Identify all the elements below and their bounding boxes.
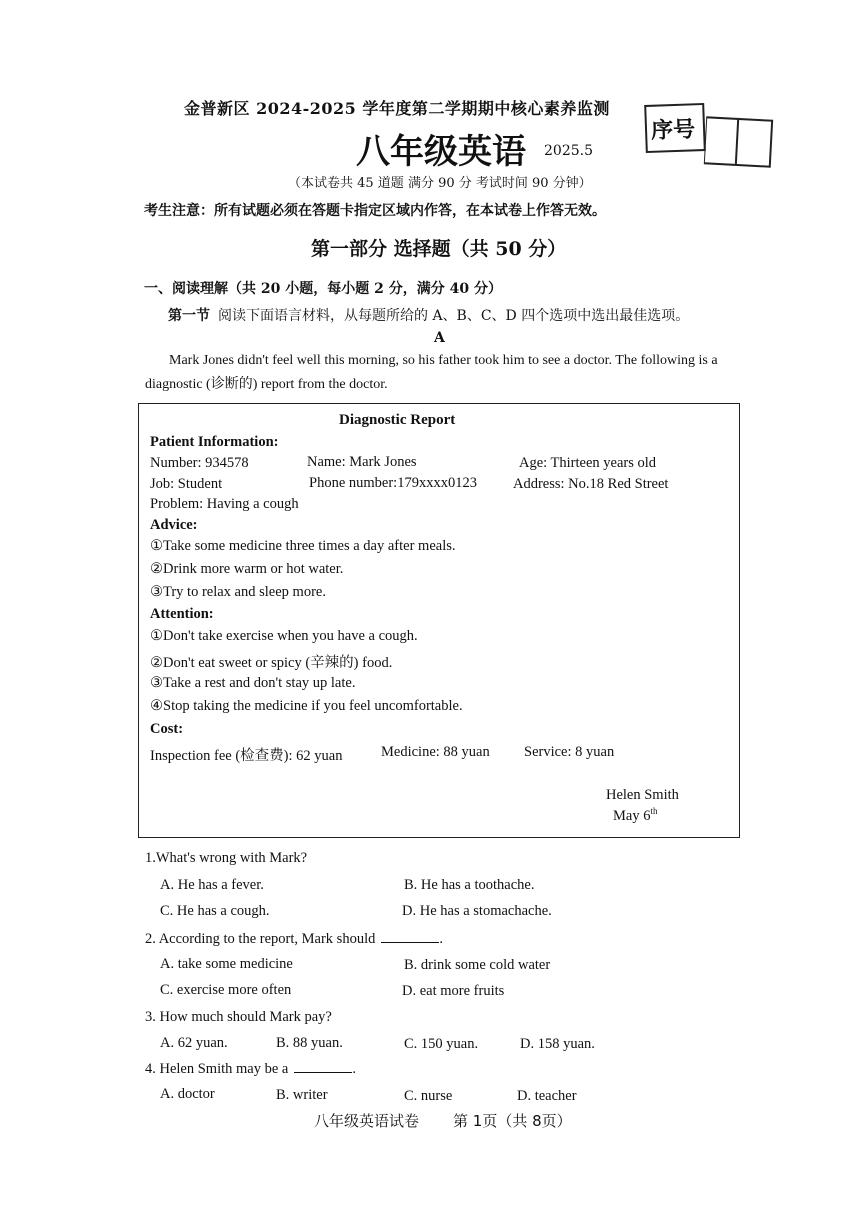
sequence-divider xyxy=(735,118,739,164)
cost-medicine: Medicine: 88 yuan xyxy=(381,744,490,760)
question-3-option-d[interactable]: D. 158 yuan. xyxy=(520,1036,595,1052)
question-3-option-c[interactable]: C. 150 yuan. xyxy=(404,1036,479,1052)
exam-date: 2025.5 xyxy=(544,143,593,159)
cost-inspection: Inspection fee (检查费): 62 yuan xyxy=(150,748,343,764)
question-4-option-b[interactable]: B. writer xyxy=(276,1087,328,1103)
advice-item: ③Try to relax and sleep more. xyxy=(150,584,326,600)
question-4-option-a[interactable]: A. doctor xyxy=(160,1086,215,1102)
patient-job: Job: Student xyxy=(150,476,223,492)
attention-item: ④Stop taking the medicine if you feel uncomfortable. xyxy=(150,698,463,714)
question-2-option-d[interactable]: D. eat more fruits xyxy=(402,983,505,999)
question-4-option-d[interactable]: D. teacher xyxy=(517,1088,577,1104)
attention-item: ②Don't eat sweet or spicy (辛辣的) food. xyxy=(150,655,393,671)
question-3-option-b[interactable]: B. 88 yuan. xyxy=(276,1035,343,1051)
diagnostic-report xyxy=(138,403,740,838)
exam-info: （本试卷共 45 道题 满分 90 分 考试时间 90 分钟） xyxy=(288,176,592,191)
passage-text: Mark Jones didn't feel well this morning, so his father took him to see a doctor. The following is a diagnostic (诊断的) report from the doctor. xyxy=(145,353,718,392)
question-4-stem: 4. Helen Smith may be a . xyxy=(145,1061,356,1077)
question-2-option-c[interactable]: C. exercise more often xyxy=(160,982,292,998)
question-2-stem: 2. According to the report, Mark should . xyxy=(145,931,443,947)
school-title: 金普新区 2024-2025 学年度第二学期期中核心素养监测 xyxy=(184,99,610,118)
question-4-option-c[interactable]: C. nurse xyxy=(404,1088,453,1104)
question-1-option-c[interactable]: C. He has a cough. xyxy=(160,903,270,919)
cost-service: Service: 8 yuan xyxy=(524,744,615,760)
part-title: 第一部分 选择题（共 50 分） xyxy=(311,238,567,260)
patient-problem: Problem: Having a cough xyxy=(150,496,299,512)
advice-item: ①Take some medicine three times a day after meals. xyxy=(150,538,456,554)
passage-letter: A xyxy=(434,330,445,346)
patient-phone: Phone number:179xxxx0123 xyxy=(309,475,477,491)
sub-instruction xyxy=(168,305,689,325)
question-3-option-a[interactable]: A. 62 yuan. xyxy=(160,1035,228,1051)
signature-date: May 6th xyxy=(613,806,658,824)
paper-name: 八年级英语试卷 xyxy=(314,1112,420,1130)
sequence-number-field xyxy=(704,116,773,167)
advice-item: ②Drink more warm or hot water. xyxy=(150,561,344,577)
report-title: Diagnostic Report xyxy=(339,412,456,428)
question-1-option-b[interactable]: B. He has a toothache. xyxy=(404,877,535,893)
sub-label: 第一节 xyxy=(168,308,210,324)
main-title: 八年级英语 xyxy=(356,132,526,172)
patient-number: Number: 934578 xyxy=(150,455,249,471)
question-1-stem: 1.What's wrong with Mark? xyxy=(145,850,308,866)
question-2-option-a[interactable]: A. take some medicine xyxy=(160,956,293,972)
cost-heading: Cost: xyxy=(150,721,184,737)
sub-instruction-text: 阅读下面语言材料，从每题所给的 A、B、C、D 四个选项中选出最佳选项。 xyxy=(218,308,690,324)
attention-heading: Attention: xyxy=(150,606,214,622)
patient-address: Address: No.18 Red Street xyxy=(513,476,669,492)
question-1-option-a[interactable]: A. He has a fever. xyxy=(160,877,264,893)
patient-heading: Patient Information: xyxy=(150,434,279,450)
sequence-label: 序号 xyxy=(650,117,696,144)
answer-blank xyxy=(381,930,439,943)
section-title: 一、阅读理解（共 20 小题，每小题 2 分，满分 40 分） xyxy=(144,281,502,297)
question-3-stem: 3. How much should Mark pay? xyxy=(145,1009,332,1025)
question-1-option-d[interactable]: D. He has a stomachache. xyxy=(402,903,552,919)
patient-name: Name: Mark Jones xyxy=(307,454,417,470)
advice-heading: Advice: xyxy=(150,517,198,533)
question-2-option-b[interactable]: B. drink some cold water xyxy=(404,957,551,973)
doctor-signature: Helen Smith xyxy=(606,787,679,803)
attention-item: ③Take a rest and don't stay up late. xyxy=(150,675,356,691)
candidate-notice: 考生注意：所有试题必须在答题卡指定区域内作答，在本试卷上作答无效。 xyxy=(144,203,606,219)
page-info: 第 1页（共 8页） xyxy=(453,1112,572,1130)
patient-age: Age: Thirteen years old xyxy=(519,455,657,471)
sequence-number-box xyxy=(644,103,706,153)
attention-item: ①Don't take exercise when you have a cough. xyxy=(150,628,418,644)
answer-blank xyxy=(294,1060,352,1073)
page-footer xyxy=(314,1110,606,1131)
